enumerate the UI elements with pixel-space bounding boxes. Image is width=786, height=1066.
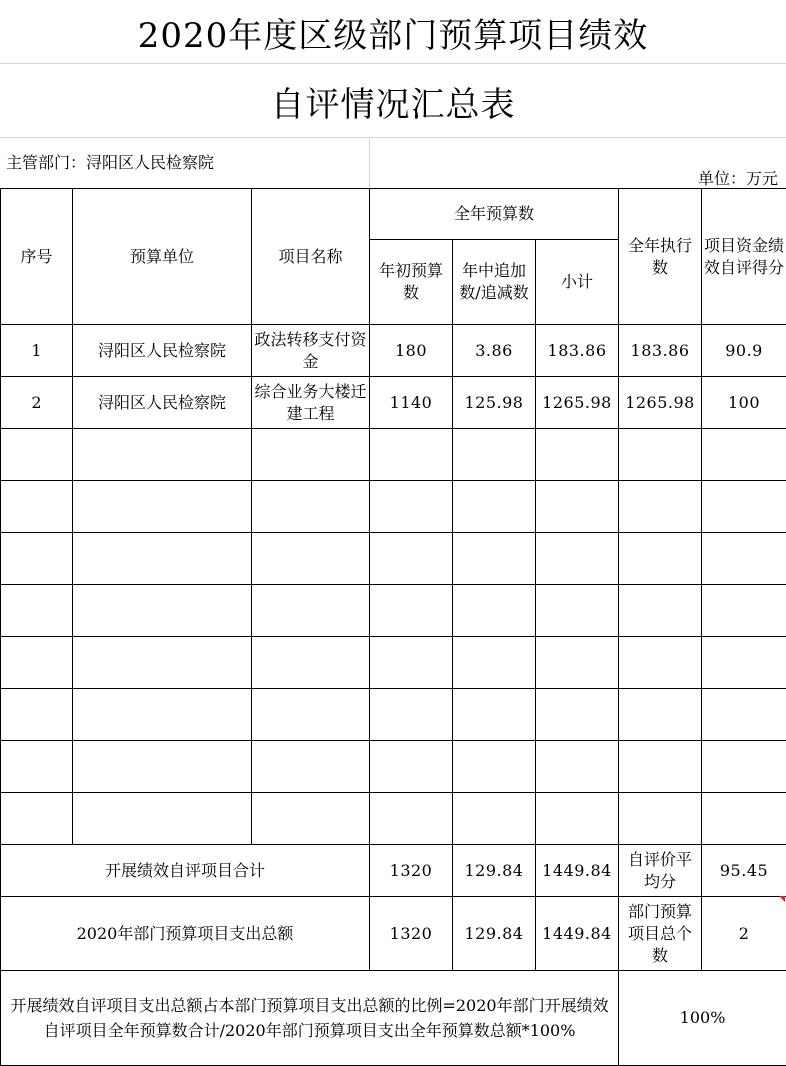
cell-project: 综合业务大楼迁建工程 <box>252 377 370 429</box>
summary-initial: 1320 <box>370 845 453 897</box>
cell-initial: 1140 <box>370 377 453 429</box>
project-count-value: 2 <box>702 897 786 971</box>
header-annual-budget: 全年预算数 <box>370 189 619 240</box>
header-project: 项目名称 <box>252 189 370 325</box>
empty-row <box>1 793 786 845</box>
cell-initial: 180 <box>370 325 453 377</box>
cell-midyear: 125.98 <box>453 377 536 429</box>
cell-unit: 浔阳区人民检察院 <box>73 325 252 377</box>
empty-row <box>1 741 786 793</box>
header-row <box>1 189 786 240</box>
empty-row <box>1 481 786 533</box>
department-label: 主管部门：浔阳区人民检察院 <box>6 150 214 173</box>
project-count-label: 部门预算项目总个数 <box>619 897 702 971</box>
summary-midyear: 129.84 <box>453 845 536 897</box>
header-unit: 预算单位 <box>73 189 252 325</box>
empty-row <box>1 637 786 689</box>
header-initial: 年初预算数 <box>370 240 453 325</box>
unit-label: 单位：万元 <box>698 166 778 189</box>
cell-subtotal: 1265.98 <box>536 377 619 429</box>
cell-subtotal: 183.86 <box>536 325 619 377</box>
cell-score: 90.9 <box>702 325 786 377</box>
cell-executed: 1265.98 <box>619 377 702 429</box>
header-midyear: 年中追加数/追减数 <box>453 240 536 325</box>
cell-midyear: 3.86 <box>453 325 536 377</box>
page-subtitle: 自评情况汇总表 <box>0 64 786 138</box>
cell-seq: 1 <box>1 325 73 377</box>
header-executed: 全年执行数 <box>619 189 702 325</box>
cell-executed: 183.86 <box>619 325 702 377</box>
empty-row <box>1 429 786 481</box>
summary-row <box>1 845 786 897</box>
divider <box>0 137 786 138</box>
empty-row <box>1 585 786 637</box>
avg-score-label: 自评价平均分 <box>619 845 702 897</box>
summary-label: 开展绩效自评项目合计 <box>1 845 370 897</box>
avg-score-value: 95.45 <box>702 845 786 897</box>
empty-row <box>1 533 786 585</box>
cell-unit: 浔阳区人民检察院 <box>73 377 252 429</box>
cell-project: 政法转移支付资金 <box>252 325 370 377</box>
total-midyear: 129.84 <box>453 897 536 971</box>
comment-marker-icon <box>779 896 785 902</box>
empty-row <box>1 689 786 741</box>
cell-seq: 2 <box>1 377 73 429</box>
total-row <box>1 897 786 971</box>
total-initial: 1320 <box>370 897 453 971</box>
table-row <box>1 325 786 377</box>
total-label: 2020年部门预算项目支出总额 <box>1 897 370 971</box>
cell-score: 100 <box>702 377 786 429</box>
summary-subtotal: 1449.84 <box>536 845 619 897</box>
table-row <box>1 377 786 429</box>
page-title: 2020年度区级部门预算项目绩效 <box>0 0 786 64</box>
header-score: 项目资金绩效自评得分 <box>702 189 786 325</box>
ratio-label: 开展绩效自评项目支出总额占本部门预算项目支出总额的比例=2020年部门开展绩效自评项目全年预算数合计/2020年部门预算项目支出全年预算数总额*100% <box>1 971 619 1066</box>
header-seq: 序号 <box>1 189 73 325</box>
header-subtotal: 小计 <box>536 240 619 325</box>
ratio-value: 100% <box>619 971 786 1066</box>
summary-table <box>0 188 786 1066</box>
ratio-row <box>1 971 786 1066</box>
divider <box>369 137 370 188</box>
total-subtotal: 1449.84 <box>536 897 619 971</box>
